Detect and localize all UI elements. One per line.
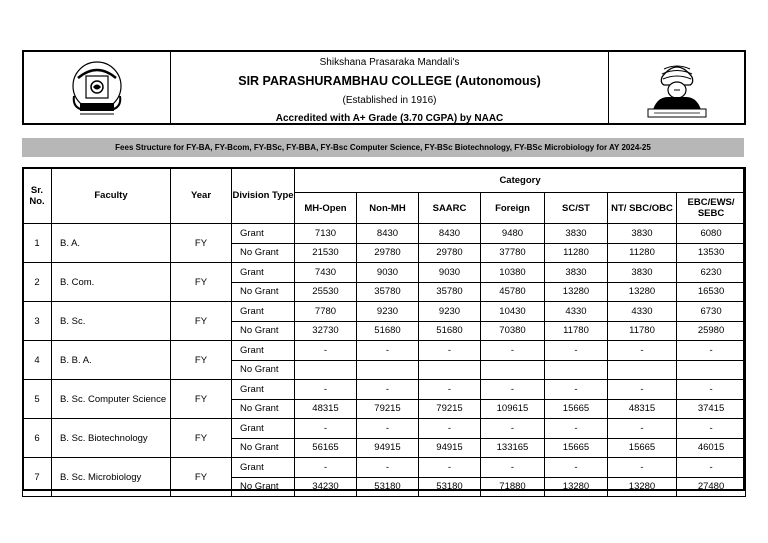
- year-cell: FY: [171, 458, 232, 497]
- fee-value-cell: 133165: [481, 438, 545, 458]
- category-col-header: Foreign: [481, 193, 545, 224]
- college-crest-icon: [66, 58, 128, 118]
- fee-value-cell: -: [357, 458, 419, 478]
- founder-portrait-icon: [644, 57, 710, 119]
- fee-value-cell: -: [481, 341, 545, 361]
- college-header: [22, 50, 746, 125]
- fee-value-cell: -: [545, 341, 608, 361]
- fee-value-cell: 48315: [295, 399, 357, 419]
- fee-value-cell: 56165: [295, 438, 357, 458]
- fee-value-cell: -: [608, 458, 677, 478]
- fee-value-cell: 45780: [481, 282, 545, 302]
- sr-no-cell: 5: [23, 380, 52, 419]
- division-type-cell: No Grant: [232, 438, 295, 458]
- year-cell: FY: [171, 224, 232, 263]
- left-logo-cell: [24, 52, 171, 123]
- category-col-header: SC/ST: [545, 193, 608, 224]
- fee-value-cell: 27480: [677, 477, 746, 497]
- established-text: (Established in 1916): [342, 95, 437, 106]
- fee-value-cell: 35780: [419, 282, 481, 302]
- sr-no-cell: 1: [23, 224, 52, 263]
- fee-value-cell: 29780: [419, 243, 481, 263]
- fee-value-cell: -: [481, 419, 545, 439]
- division-type-cell: No Grant: [232, 282, 295, 302]
- fee-value-cell: 32730: [295, 321, 357, 341]
- sr-no-cell: 6: [23, 419, 52, 458]
- fee-value-cell: 4330: [608, 302, 677, 322]
- faculty-cell: B. Com.: [52, 263, 171, 302]
- fee-value-cell: 48315: [608, 399, 677, 419]
- fee-value-cell: -: [357, 380, 419, 400]
- table-row: [23, 224, 746, 244]
- division-type-cell: No Grant: [232, 399, 295, 419]
- fee-value-cell: 37780: [481, 243, 545, 263]
- faculty-header: Faculty: [52, 168, 171, 224]
- year-cell: FY: [171, 341, 232, 380]
- right-logo-cell: [608, 52, 744, 123]
- fee-value-cell: -: [419, 341, 481, 361]
- fees-table-body: [23, 224, 746, 497]
- fee-value-cell: 8430: [419, 224, 481, 244]
- fee-value-cell: -: [677, 419, 746, 439]
- sr-no-cell: 7: [23, 458, 52, 497]
- fee-value-cell: 79215: [357, 399, 419, 419]
- sr-no-cell: 3: [23, 302, 52, 341]
- table-row: [23, 263, 746, 283]
- fee-value-cell: -: [608, 419, 677, 439]
- division-type-cell: Grant: [232, 419, 295, 439]
- fee-value-cell: -: [481, 458, 545, 478]
- fee-value-cell: 9230: [419, 302, 481, 322]
- fee-value-cell: 13280: [545, 282, 608, 302]
- fee-value-cell: 51680: [419, 321, 481, 341]
- division-type-cell: No Grant: [232, 243, 295, 263]
- fee-value-cell: -: [545, 380, 608, 400]
- fee-value-cell: 109615: [481, 399, 545, 419]
- fee-value-cell: 46015: [677, 438, 746, 458]
- fee-value-cell: 6080: [677, 224, 746, 244]
- fee-value-cell: 11280: [608, 243, 677, 263]
- fee-value-cell: [419, 360, 481, 380]
- faculty-cell: B. Sc.: [52, 302, 171, 341]
- table-row: [23, 302, 746, 322]
- fees-structure-banner: Fees Structure for FY-BA, FY-Bcom, FY-BSc, FY-BBA, FY-Bsc Computer Science, FY-BSc Biotechnology, FY-BSc Microbiology for AY 2024-25: [22, 138, 744, 157]
- division-type-cell: No Grant: [232, 360, 295, 380]
- fee-value-cell: 13280: [545, 477, 608, 497]
- fee-value-cell: -: [677, 341, 746, 361]
- fee-value-cell: -: [295, 341, 357, 361]
- faculty-cell: B. Sc. Biotechnology: [52, 419, 171, 458]
- title-cell: [171, 52, 608, 123]
- fee-value-cell: 10430: [481, 302, 545, 322]
- fee-value-cell: 7430: [295, 263, 357, 283]
- year-cell: FY: [171, 380, 232, 419]
- fee-value-cell: 13280: [608, 477, 677, 497]
- fee-value-cell: 8430: [357, 224, 419, 244]
- fee-value-cell: 37415: [677, 399, 746, 419]
- fee-value-cell: -: [419, 458, 481, 478]
- division-type-cell: Grant: [232, 341, 295, 361]
- fee-value-cell: 35780: [357, 282, 419, 302]
- division-type-header: Division Type: [232, 168, 295, 224]
- table-row: [23, 341, 746, 361]
- fee-value-cell: 9030: [419, 263, 481, 283]
- fee-value-cell: 13530: [677, 243, 746, 263]
- division-type-cell: No Grant: [232, 477, 295, 497]
- fee-value-cell: -: [545, 458, 608, 478]
- fee-value-cell: -: [357, 341, 419, 361]
- fee-value-cell: 21530: [295, 243, 357, 263]
- fee-value-cell: 11780: [608, 321, 677, 341]
- fee-value-cell: 94915: [357, 438, 419, 458]
- fee-value-cell: [357, 360, 419, 380]
- category-col-header: EBC/EWS/ SEBC: [677, 193, 746, 224]
- fee-value-cell: 7130: [295, 224, 357, 244]
- fee-value-cell: -: [677, 458, 746, 478]
- fee-value-cell: -: [608, 341, 677, 361]
- fee-value-cell: -: [481, 380, 545, 400]
- category-header: Category: [295, 168, 746, 193]
- table-row: [23, 419, 746, 439]
- faculty-cell: B. B. A.: [52, 341, 171, 380]
- division-type-cell: No Grant: [232, 321, 295, 341]
- fee-value-cell: 9480: [481, 224, 545, 244]
- sr-no-cell: 4: [23, 341, 52, 380]
- fee-value-cell: -: [295, 419, 357, 439]
- fee-value-cell: 25980: [677, 321, 746, 341]
- table-row: [23, 458, 746, 478]
- table-row: [23, 380, 746, 400]
- fee-value-cell: -: [677, 380, 746, 400]
- fee-value-cell: 15665: [545, 399, 608, 419]
- accreditation-text: Accredited with A+ Grade (3.70 CGPA) by NAAC: [275, 113, 504, 124]
- fee-value-cell: -: [608, 380, 677, 400]
- fee-value-cell: -: [419, 419, 481, 439]
- fees-table: [22, 167, 746, 497]
- fee-value-cell: 53180: [357, 477, 419, 497]
- sr-no-cell: 2: [23, 263, 52, 302]
- fee-value-cell: [295, 360, 357, 380]
- fee-value-cell: 15665: [545, 438, 608, 458]
- division-type-cell: Grant: [232, 458, 295, 478]
- faculty-cell: B. Sc. Microbiology: [52, 458, 171, 497]
- fee-value-cell: 3830: [545, 224, 608, 244]
- year-cell: FY: [171, 263, 232, 302]
- fee-value-cell: [545, 360, 608, 380]
- fee-value-cell: 34230: [295, 477, 357, 497]
- year-header: Year: [171, 168, 232, 224]
- college-name: SIR PARASHURAMBHAU COLLEGE (Autonomous): [238, 74, 541, 88]
- fee-value-cell: -: [295, 380, 357, 400]
- fee-value-cell: [677, 360, 746, 380]
- division-type-cell: Grant: [232, 224, 295, 244]
- fee-value-cell: 7780: [295, 302, 357, 322]
- fee-value-cell: 13280: [608, 282, 677, 302]
- fee-value-cell: 9030: [357, 263, 419, 283]
- fee-value-cell: -: [357, 419, 419, 439]
- mandal-name: Shikshana Prasaraka Mandali's: [319, 57, 460, 68]
- fee-value-cell: -: [419, 380, 481, 400]
- fee-value-cell: 51680: [357, 321, 419, 341]
- fee-value-cell: -: [545, 419, 608, 439]
- fee-value-cell: 16530: [677, 282, 746, 302]
- fee-value-cell: 11780: [545, 321, 608, 341]
- year-cell: FY: [171, 302, 232, 341]
- fee-value-cell: -: [295, 458, 357, 478]
- division-type-cell: Grant: [232, 380, 295, 400]
- fee-value-cell: 79215: [419, 399, 481, 419]
- category-col-header: NT/ SBC/OBC: [608, 193, 677, 224]
- fee-value-cell: 70380: [481, 321, 545, 341]
- fee-value-cell: 3830: [545, 263, 608, 283]
- fee-value-cell: 71880: [481, 477, 545, 497]
- fee-value-cell: 94915: [419, 438, 481, 458]
- division-type-cell: Grant: [232, 302, 295, 322]
- fee-value-cell: [608, 360, 677, 380]
- fee-value-cell: 25530: [295, 282, 357, 302]
- faculty-cell: B. A.: [52, 224, 171, 263]
- fee-value-cell: 10380: [481, 263, 545, 283]
- fee-value-cell: [481, 360, 545, 380]
- fee-value-cell: 29780: [357, 243, 419, 263]
- fee-value-cell: 6230: [677, 263, 746, 283]
- category-col-header: Non-MH: [357, 193, 419, 224]
- category-col-header: SAARC: [419, 193, 481, 224]
- fee-value-cell: 11280: [545, 243, 608, 263]
- fee-value-cell: 3830: [608, 224, 677, 244]
- year-cell: FY: [171, 419, 232, 458]
- fee-value-cell: 53180: [419, 477, 481, 497]
- fee-value-cell: 6730: [677, 302, 746, 322]
- fee-value-cell: 4330: [545, 302, 608, 322]
- category-col-header: MH-Open: [295, 193, 357, 224]
- division-type-cell: Grant: [232, 263, 295, 283]
- fee-value-cell: 15665: [608, 438, 677, 458]
- fee-value-cell: 3830: [608, 263, 677, 283]
- fee-value-cell: 9230: [357, 302, 419, 322]
- faculty-cell: B. Sc. Computer Science: [52, 380, 171, 419]
- sr-no-header: Sr. No.: [23, 168, 52, 224]
